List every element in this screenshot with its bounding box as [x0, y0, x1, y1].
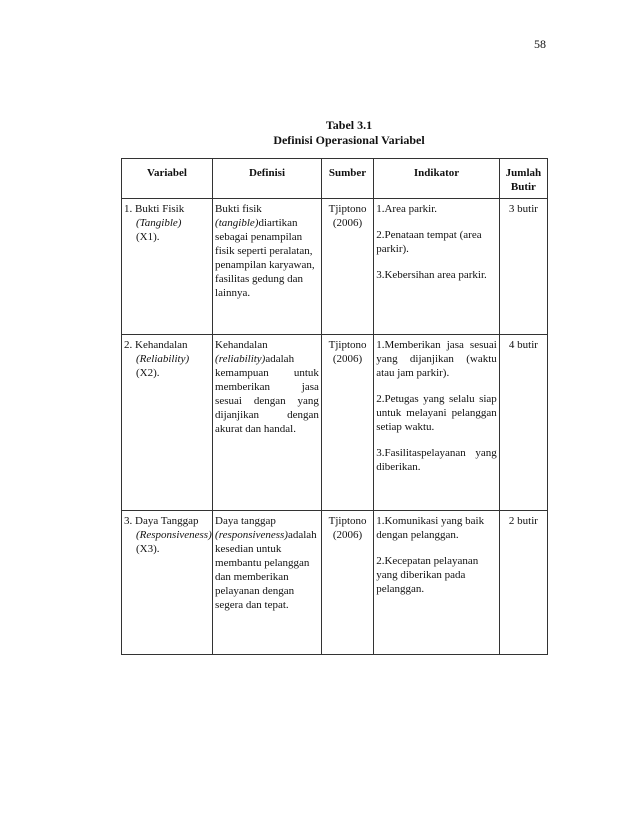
table-row	[122, 199, 548, 335]
indikator-cell	[374, 335, 500, 511]
definition-text: diartikan sebagai penampilan fisik seperti peralatan, penampilan karyawan, fasilitas gedung dan lainnya.	[215, 217, 315, 299]
butir-cell: 4 butir	[499, 335, 547, 511]
butir-cell: 3 butir	[499, 199, 547, 335]
indikator-cell	[374, 511, 500, 655]
definition-english: (reliability)	[215, 353, 266, 365]
variable-code: (X2).	[136, 367, 160, 379]
variable-code: (X3).	[136, 543, 160, 555]
definition-english: (responsiveness)	[215, 529, 288, 541]
variabel-cell	[122, 335, 213, 511]
header-row	[122, 159, 548, 199]
table-title: Definisi Operasional Variabel	[273, 133, 425, 147]
definition-text: adalah kemampuan untuk memberikan jasa sesuai dengan yang dijanjikan dengan akurat dan handal.	[215, 353, 319, 435]
variable-name: 1. Bukti Fisik	[124, 203, 185, 215]
page-number: 58	[534, 37, 546, 51]
indicator-item: 2.Kecepatan pelayanan yang diberikan pada pelanggan.	[376, 555, 479, 595]
definisi-cell	[213, 199, 322, 335]
variable-english: (Tangible)	[136, 217, 182, 229]
variable-name: 2. Kehandalan	[124, 339, 188, 351]
variable-name: 3. Daya Tanggap	[124, 515, 199, 527]
variabel-cell	[122, 199, 213, 335]
table-number: Tabel 3.1	[325, 118, 373, 132]
variable-code: (X1).	[136, 231, 160, 243]
operational-definition-table	[121, 158, 548, 655]
variable-english: (Responsiveness)	[136, 529, 212, 541]
header-indikator: Indikator	[374, 159, 500, 199]
table-caption	[0, 118, 638, 148]
header-sumber: Sumber	[321, 159, 373, 199]
indicator-item: 3.Fasilitaspelayanan yang diberikan.	[376, 447, 497, 473]
table-row	[122, 511, 548, 655]
indicator-item: 1.Komunikasi yang baik dengan pelanggan.	[376, 515, 485, 541]
header-jumlah-butir: Jumlah Butir	[499, 159, 547, 199]
table-row	[122, 335, 548, 511]
indicator-item: 3.Kebersihan area parkir.	[376, 269, 487, 281]
header-variabel: Variabel	[122, 159, 213, 199]
header-definisi: Definisi	[213, 159, 322, 199]
variabel-cell	[122, 511, 213, 655]
indicator-item: 2.Penataan tempat (area parkir).	[376, 229, 482, 255]
definisi-cell	[213, 335, 322, 511]
sumber-cell: Tjiptono (2006)	[321, 335, 373, 511]
sumber-cell: Tjiptono (2006)	[321, 511, 373, 655]
definition-lead: Bukti fisik	[215, 203, 262, 215]
sumber-cell: Tjiptono (2006)	[321, 199, 373, 335]
indikator-cell	[374, 199, 500, 335]
variable-english: (Reliability)	[136, 353, 190, 365]
indicator-item: 1.Area parkir.	[376, 203, 437, 215]
definition-english: (tangible)	[215, 217, 259, 229]
definition-lead: Daya tanggap	[215, 515, 276, 527]
indicator-item: 1.Memberikan jasa sesuai yang dijanjikan (waktu atau jam parkir).	[376, 339, 497, 379]
butir-cell: 2 butir	[499, 511, 547, 655]
definisi-cell	[213, 511, 322, 655]
definition-lead: Kehandalan	[215, 339, 268, 351]
indicator-item: 2.Petugas yang selalu siap untuk melayani pelanggan setiap waktu.	[376, 393, 497, 433]
definition-text: adalah kesedian untuk membantu pelanggan dan memberikan pelayanan dengan segera dan tepat.	[215, 529, 317, 611]
